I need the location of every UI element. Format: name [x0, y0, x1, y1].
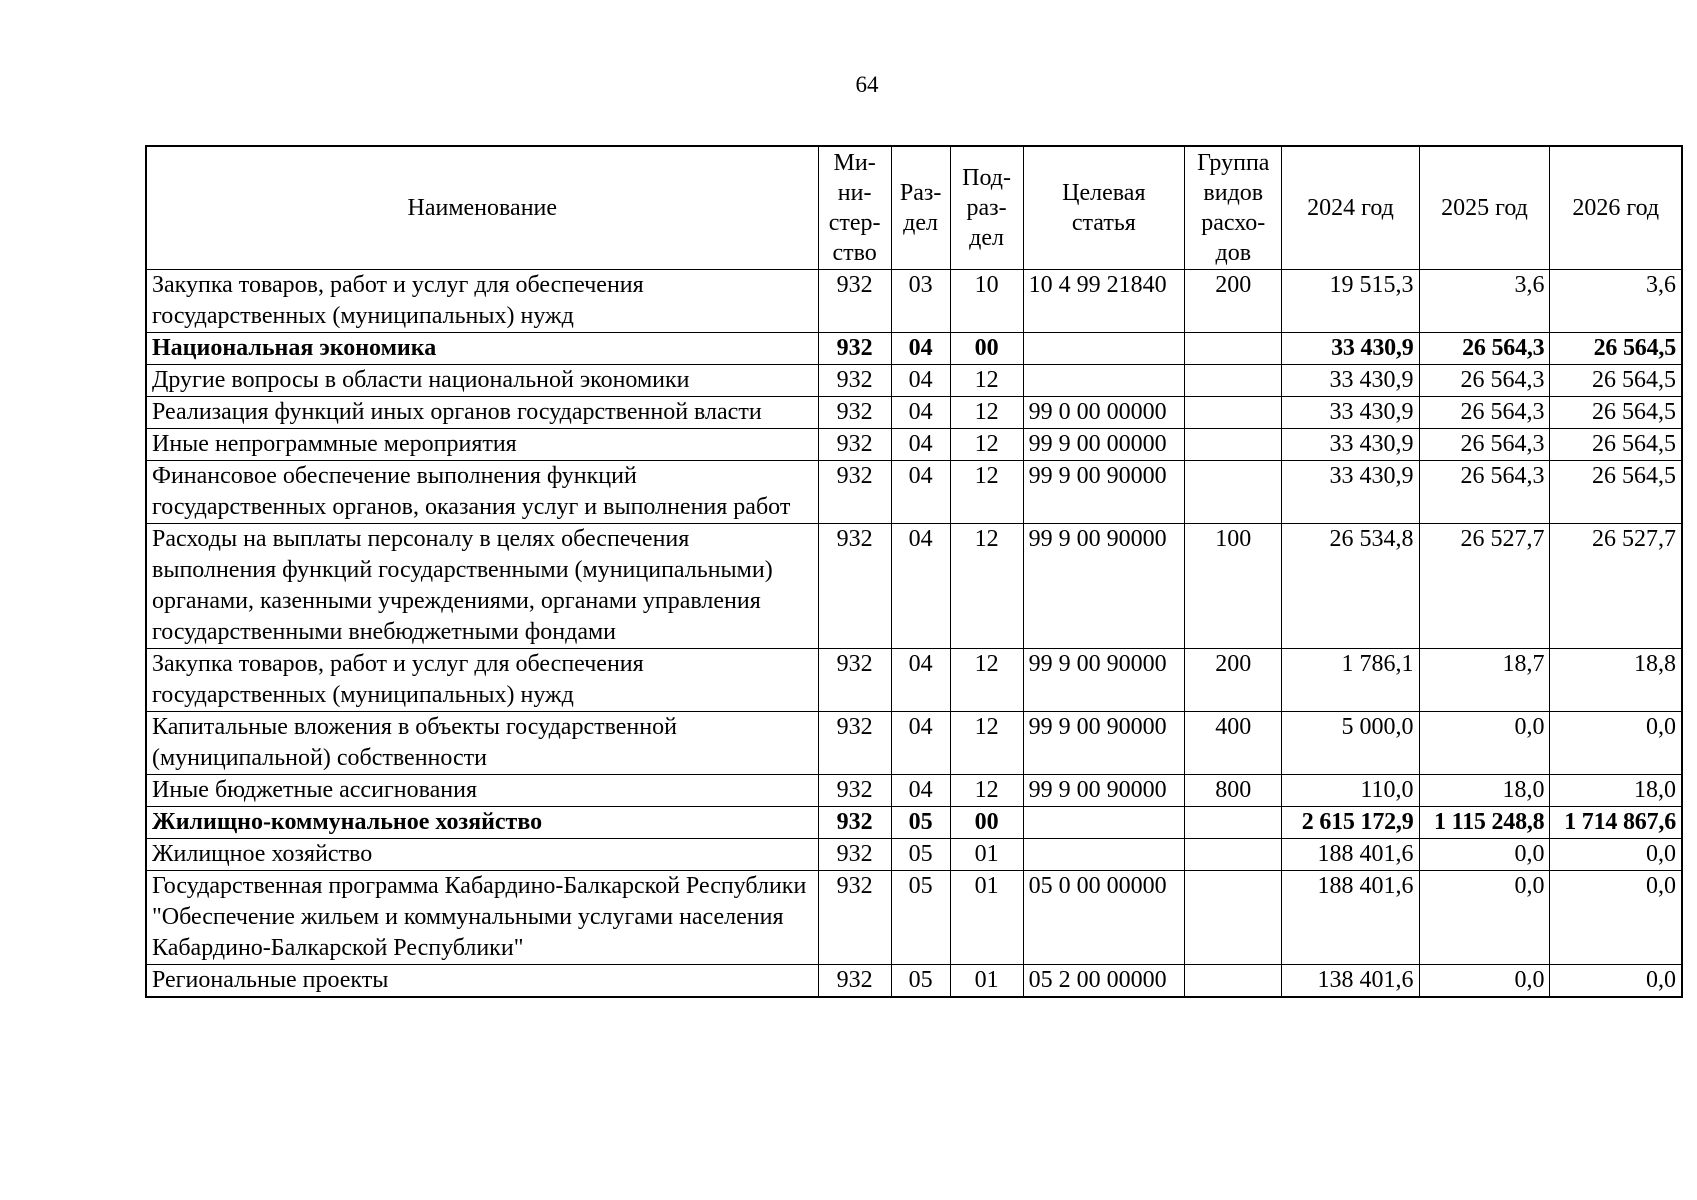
cell-target: 99 9 00 00000	[1023, 429, 1184, 461]
cell-ministry: 932	[818, 524, 891, 649]
cell-ministry: 932	[818, 775, 891, 807]
cell-2025: 26 564,3	[1419, 397, 1550, 429]
cell-subsection: 00	[950, 333, 1023, 365]
cell-target: 99 9 00 90000	[1023, 524, 1184, 649]
cell-ministry: 932	[818, 965, 891, 998]
cell-2024: 26 534,8	[1282, 524, 1419, 649]
cell-ministry: 932	[818, 429, 891, 461]
cell-2026: 26 564,5	[1550, 397, 1682, 429]
cell-subsection: 12	[950, 397, 1023, 429]
cell-subsection: 01	[950, 965, 1023, 998]
cell-2024: 2 615 172,9	[1282, 807, 1419, 839]
cell-2025: 26 564,3	[1419, 461, 1550, 524]
cell-2024: 5 000,0	[1282, 712, 1419, 775]
cell-name: Расходы на выплаты персоналу в целях обеспечения выполнения функций государственными (муниципальными) органами, казенными учреждениями, органами управления государственными внебюджетными фондами	[146, 524, 818, 649]
cell-2024: 1 786,1	[1282, 649, 1419, 712]
cell-2026: 26 564,5	[1550, 333, 1682, 365]
cell-2025: 26 527,7	[1419, 524, 1550, 649]
table-row	[146, 712, 1682, 775]
cell-2024: 33 430,9	[1282, 429, 1419, 461]
cell-2025: 26 564,3	[1419, 333, 1550, 365]
header-2024: 2024 год	[1282, 146, 1419, 270]
cell-2026: 1 714 867,6	[1550, 807, 1682, 839]
cell-2025: 0,0	[1419, 839, 1550, 871]
cell-name: Закупка товаров, работ и услуг для обеспечения государственных (муниципальных) нужд	[146, 649, 818, 712]
cell-2026: 26 527,7	[1550, 524, 1682, 649]
table-row	[146, 524, 1682, 649]
table-row	[146, 270, 1682, 333]
cell-name: Иные бюджетные ассигнования	[146, 775, 818, 807]
cell-section: 04	[891, 461, 950, 524]
cell-2024: 188 401,6	[1282, 871, 1419, 965]
cell-name: Иные непрограммные мероприятия	[146, 429, 818, 461]
cell-target: 99 9 00 90000	[1023, 775, 1184, 807]
cell-ministry: 932	[818, 649, 891, 712]
budget-table	[145, 145, 1683, 998]
header-2026: 2026 год	[1550, 146, 1682, 270]
cell-2026: 0,0	[1550, 839, 1682, 871]
cell-name: Жилищное хозяйство	[146, 839, 818, 871]
cell-name: Капитальные вложения в объекты государственной (муниципальной) собственности	[146, 712, 818, 775]
cell-name: Государственная программа Кабардино-Балкарской Республики "Обеспечение жильем и коммунальными услугами населения Кабардино-Балкарской Республики"	[146, 871, 818, 965]
cell-section: 04	[891, 649, 950, 712]
table-row	[146, 333, 1682, 365]
cell-2024: 188 401,6	[1282, 839, 1419, 871]
cell-name: Национальная экономика	[146, 333, 818, 365]
cell-2026: 0,0	[1550, 965, 1682, 998]
cell-subsection: 12	[950, 775, 1023, 807]
cell-group: 200	[1185, 270, 1282, 333]
cell-group	[1185, 397, 1282, 429]
cell-2024: 33 430,9	[1282, 365, 1419, 397]
cell-target: 99 9 00 90000	[1023, 649, 1184, 712]
cell-ministry: 932	[818, 270, 891, 333]
table-row	[146, 775, 1682, 807]
cell-2026: 3,6	[1550, 270, 1682, 333]
cell-2026: 26 564,5	[1550, 365, 1682, 397]
cell-subsection: 12	[950, 524, 1023, 649]
cell-2026: 18,8	[1550, 649, 1682, 712]
cell-section: 04	[891, 429, 950, 461]
cell-2025: 1 115 248,8	[1419, 807, 1550, 839]
header-name: Наименование	[146, 146, 818, 270]
page-number: 64	[855, 72, 879, 97]
table-row	[146, 807, 1682, 839]
table-row	[146, 965, 1682, 998]
cell-subsection: 12	[950, 365, 1023, 397]
cell-ministry: 932	[818, 807, 891, 839]
cell-ministry: 932	[818, 839, 891, 871]
cell-section: 03	[891, 270, 950, 333]
header-target: Целевая статья	[1023, 146, 1184, 270]
cell-target: 05 2 00 00000	[1023, 965, 1184, 998]
cell-section: 04	[891, 775, 950, 807]
table-row	[146, 649, 1682, 712]
cell-target: 99 9 00 90000	[1023, 712, 1184, 775]
cell-ministry: 932	[818, 461, 891, 524]
cell-target: 99 9 00 90000	[1023, 461, 1184, 524]
cell-subsection: 10	[950, 270, 1023, 333]
header-2025: 2025 год	[1419, 146, 1550, 270]
cell-2024: 138 401,6	[1282, 965, 1419, 998]
cell-section: 05	[891, 871, 950, 965]
cell-2025: 26 564,3	[1419, 429, 1550, 461]
table-row	[146, 461, 1682, 524]
table-row	[146, 839, 1682, 871]
cell-group: 800	[1185, 775, 1282, 807]
cell-group: 200	[1185, 649, 1282, 712]
cell-group	[1185, 965, 1282, 998]
cell-2024: 110,0	[1282, 775, 1419, 807]
cell-group: 100	[1185, 524, 1282, 649]
cell-target: 05 0 00 00000	[1023, 871, 1184, 965]
cell-2024: 33 430,9	[1282, 333, 1419, 365]
cell-target: 10 4 99 21840	[1023, 270, 1184, 333]
cell-2026: 18,0	[1550, 775, 1682, 807]
table-header-row	[146, 146, 1682, 270]
cell-name: Финансовое обеспечение выполнения функций государственных органов, оказания услуг и выполнения работ	[146, 461, 818, 524]
cell-2026: 0,0	[1550, 712, 1682, 775]
cell-subsection: 12	[950, 461, 1023, 524]
cell-target	[1023, 365, 1184, 397]
cell-target: 99 0 00 00000	[1023, 397, 1184, 429]
table-row	[146, 365, 1682, 397]
cell-target	[1023, 839, 1184, 871]
cell-group	[1185, 807, 1282, 839]
cell-ministry: 932	[818, 333, 891, 365]
cell-2024: 33 430,9	[1282, 461, 1419, 524]
cell-subsection: 01	[950, 871, 1023, 965]
cell-2025: 3,6	[1419, 270, 1550, 333]
cell-name: Региональные проекты	[146, 965, 818, 998]
cell-2025: 0,0	[1419, 712, 1550, 775]
cell-subsection: 12	[950, 712, 1023, 775]
cell-name: Реализация функций иных органов государственной власти	[146, 397, 818, 429]
cell-section: 04	[891, 524, 950, 649]
cell-2025: 0,0	[1419, 965, 1550, 998]
cell-ministry: 932	[818, 871, 891, 965]
cell-subsection: 12	[950, 429, 1023, 461]
cell-2025: 18,7	[1419, 649, 1550, 712]
table-row	[146, 871, 1682, 965]
header-section: Раз- дел	[891, 146, 950, 270]
cell-section: 04	[891, 397, 950, 429]
cell-group	[1185, 429, 1282, 461]
cell-target	[1023, 807, 1184, 839]
header-group: Группа видов расхо- дов	[1185, 146, 1282, 270]
cell-ministry: 932	[818, 397, 891, 429]
cell-name: Закупка товаров, работ и услуг для обеспечения государственных (муниципальных) нужд	[146, 270, 818, 333]
cell-group	[1185, 365, 1282, 397]
cell-group	[1185, 871, 1282, 965]
cell-name: Другие вопросы в области национальной экономики	[146, 365, 818, 397]
cell-2025: 18,0	[1419, 775, 1550, 807]
cell-group	[1185, 461, 1282, 524]
cell-2026: 26 564,5	[1550, 429, 1682, 461]
cell-target	[1023, 333, 1184, 365]
cell-2026: 0,0	[1550, 871, 1682, 965]
cell-group	[1185, 333, 1282, 365]
cell-2026: 26 564,5	[1550, 461, 1682, 524]
header-subsection: Под- раз- дел	[950, 146, 1023, 270]
cell-2024: 33 430,9	[1282, 397, 1419, 429]
cell-subsection: 12	[950, 649, 1023, 712]
header-ministry: Ми- ни- стер- ство	[818, 146, 891, 270]
cell-ministry: 932	[818, 365, 891, 397]
cell-subsection: 01	[950, 839, 1023, 871]
cell-ministry: 932	[818, 712, 891, 775]
cell-section: 04	[891, 365, 950, 397]
cell-2025: 0,0	[1419, 871, 1550, 965]
cell-section: 05	[891, 839, 950, 871]
cell-section: 05	[891, 807, 950, 839]
cell-2025: 26 564,3	[1419, 365, 1550, 397]
cell-section: 04	[891, 712, 950, 775]
cell-section: 04	[891, 333, 950, 365]
table-row	[146, 397, 1682, 429]
table-row	[146, 429, 1682, 461]
cell-group: 400	[1185, 712, 1282, 775]
cell-name: Жилищно-коммунальное хозяйство	[146, 807, 818, 839]
cell-subsection: 00	[950, 807, 1023, 839]
table-body	[146, 270, 1682, 998]
cell-group	[1185, 839, 1282, 871]
cell-2024: 19 515,3	[1282, 270, 1419, 333]
cell-section: 05	[891, 965, 950, 998]
